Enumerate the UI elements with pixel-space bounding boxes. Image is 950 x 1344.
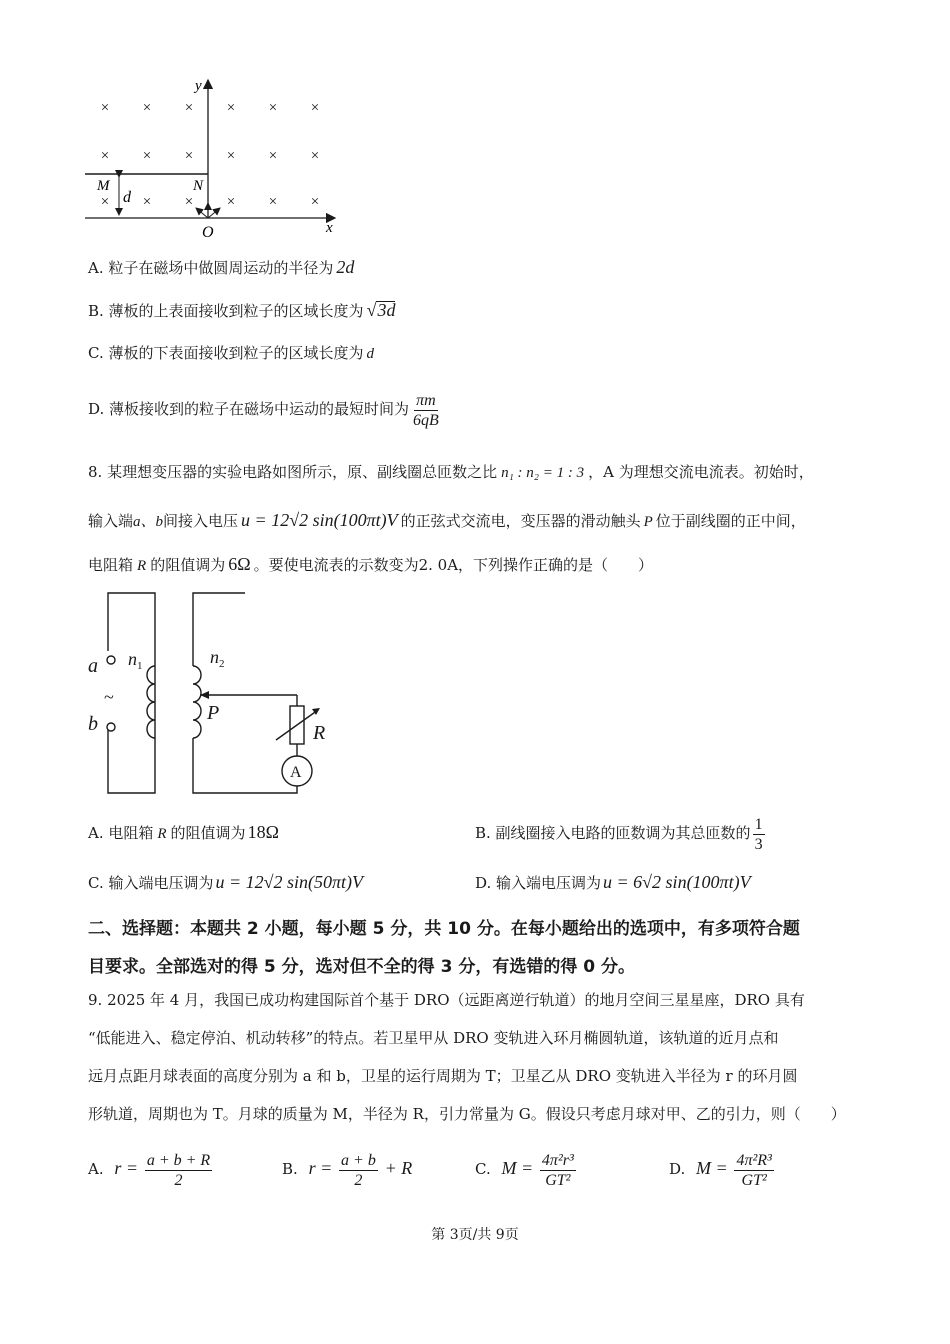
y-axis-label: y <box>195 78 202 94</box>
q8-option-c[interactable] <box>88 872 363 893</box>
q8-option-d-text: D. 输入端电压调为 <box>475 874 602 892</box>
q7-option-c[interactable] <box>88 343 374 364</box>
q7-option-d-numerator: πm <box>416 391 436 409</box>
q9-option-a-numerator: a + b + R <box>146 1151 211 1169</box>
magnetic-field-figure <box>80 70 360 245</box>
q8-option-b-text: B. 副线圈接入电路的匝数调为其总匝数的 <box>475 824 751 842</box>
q9-option-d[interactable] <box>669 1146 776 1191</box>
q7-option-a-text: A. 粒子在磁场中做圆周运动的半径为 <box>88 259 334 277</box>
field-cross: × <box>226 194 236 210</box>
q7-option-b-text: B. 薄板的上表面接收到粒子的区域长度为 <box>88 302 364 320</box>
q8-stem-text: 的正弦式交流电，变压器的滑动触头 <box>400 512 641 530</box>
resistor-r-label: R <box>313 722 326 744</box>
q9-option-c-lhs: M = <box>501 1158 534 1178</box>
q9-option-b-denominator: 2 <box>354 1171 363 1189</box>
q8-slider-p: P <box>643 514 653 530</box>
q9-option-c-numerator: 4π²r³ <box>541 1151 574 1169</box>
q8-option-c-formula: u = 12√2 sin(50πt)V <box>215 872 364 892</box>
terminal-a-label: a <box>88 655 98 677</box>
q7-option-c-text: C. 薄板的下表面接收到粒子的区域长度为 <box>88 344 364 362</box>
q9-option-b-lhs: r = <box>308 1158 333 1178</box>
q8-option-a-text2: 的阻值调为 <box>170 824 246 842</box>
q8-stem-text: 8. 某理想变压器的实验电路如图所示，原、副线圈总匝数之比 <box>88 463 498 481</box>
q8-stem-text: 电阻箱 <box>88 556 134 574</box>
q9-option-b-label: B. <box>282 1160 298 1178</box>
section-2-heading-line-2: 目要求。全部选对的得 5 分，选对但不全的得 3 分，有选错的得 0 分。 <box>88 957 635 977</box>
ac-source-symbol: ~ <box>104 687 114 707</box>
q9-option-c-denominator: GT² <box>545 1171 571 1189</box>
q8-stem-line-2 <box>88 510 806 532</box>
field-cross: × <box>184 148 194 164</box>
field-cross: × <box>268 100 278 116</box>
field-cross: × <box>310 194 320 210</box>
transformer-circuit-figure <box>80 588 350 808</box>
q9-option-c-label: C. <box>475 1160 491 1178</box>
field-cross: × <box>100 194 110 210</box>
n2-label: $n_2$ <box>210 647 225 670</box>
q7-option-d[interactable] <box>88 388 443 430</box>
q9-stem-line-3: 远月点距月球表面的高度分别为 a 和 b，卫星的运行周期为 T；卫星乙从 DRO 变轨进入半径为 r 的环月圆 <box>88 1067 798 1085</box>
q9-stem-line-1: 9. 2025 年 4 月，我国已成功构建国际首个基于 DRO（远距离逆行轨道）的地月空间三星星座，DRO 具有 <box>88 991 805 1009</box>
q8-turns-ratio: n₁ : n₂ = 1 : 3 <box>501 465 585 481</box>
field-cross: × <box>226 148 236 164</box>
slider-p-label: P <box>207 702 220 724</box>
q8-option-a-value: 18Ω <box>247 822 279 842</box>
field-cross: × <box>226 100 236 116</box>
q8-stem-text: ，A 为理想交流电流表。初始时， <box>588 463 814 481</box>
q8-option-a-text: A. 电阻箱 <box>88 824 154 842</box>
q8-stem-line-3 <box>88 554 653 576</box>
q9-option-a-label: A. <box>88 1160 104 1178</box>
q9-option-b-numerator: a + b <box>341 1151 376 1169</box>
q7-option-b[interactable]: B. 薄板的上表面接收到粒子的区域长度为 √3d <box>88 300 396 320</box>
q9-option-b-tail: + R <box>384 1158 413 1178</box>
q8-stem-text: 输入端 <box>88 512 134 530</box>
field-cross: × <box>310 100 320 116</box>
q8-stem-text: 间接入电压 <box>163 512 239 530</box>
q7-option-c-var: d <box>366 346 374 362</box>
q7-option-d-denominator: 6qB <box>413 411 439 429</box>
q9-option-c[interactable] <box>475 1146 578 1191</box>
field-cross: × <box>100 148 110 164</box>
q9-option-d-denominator: GT² <box>741 1171 767 1189</box>
field-cross: × <box>268 148 278 164</box>
q9-option-a-lhs: r = <box>114 1158 139 1178</box>
q8-option-b[interactable] <box>475 812 767 854</box>
q9-option-d-numerator: 4π²R³ <box>736 1151 772 1169</box>
x-axis-label: x <box>326 220 333 236</box>
q7-option-a-math: 2d <box>336 257 355 277</box>
distance-d-label: d <box>123 189 131 206</box>
section-2-heading-line-1: 二、选择题：本题共 2 小题，每小题 5 分，共 10 分。在每小题给出的选项中，有多项符合题 <box>88 919 800 939</box>
n1-label: $n_1$ <box>128 649 143 672</box>
q9-option-d-label: D. <box>669 1160 686 1178</box>
emission-arrow <box>208 208 220 218</box>
q8-option-a[interactable] <box>88 822 279 844</box>
ammeter-label: A <box>290 764 302 781</box>
terminal-b-label: b <box>88 713 98 735</box>
q8-option-a-var: R <box>157 826 167 842</box>
q8-option-c-text: C. 输入端电压调为 <box>88 874 214 892</box>
field-cross: × <box>100 100 110 116</box>
field-cross: × <box>142 100 152 116</box>
q8-option-d-formula: u = 6√2 sin(100πt)V <box>603 872 751 892</box>
q7-option-a[interactable] <box>88 257 354 278</box>
q9-option-a[interactable] <box>88 1146 214 1191</box>
q9-stem-line-4: 形轨道，周期也为 T。月球的质量为 M，半径为 R，引力常量为 G。假设只考虑月球对甲、乙的引力，则（ ） <box>88 1105 846 1123</box>
q7-option-d-text: D. 薄板接收到的粒子在磁场中运动的最短时间为 <box>88 400 410 418</box>
q8-terminals: a、b <box>133 514 164 530</box>
q9-option-a-denominator: 2 <box>174 1171 183 1189</box>
q8-resistor-r: R <box>137 558 147 574</box>
q8-initial-resistance: 6Ω <box>228 554 251 574</box>
q8-stem-text: 位于副线圈的正中间， <box>655 512 806 530</box>
origin-label: O <box>202 224 214 241</box>
q8-option-b-numerator: 1 <box>754 815 763 833</box>
field-cross: × <box>184 100 194 116</box>
q8-stem-text: 的阻值调为 <box>150 556 226 574</box>
field-cross: × <box>142 194 152 210</box>
emission-arrow <box>196 208 208 218</box>
field-cross: × <box>268 194 278 210</box>
q8-stem-text: 。要使电流表的示数变为2. 0A，下列操作正确的是（ ） <box>253 556 654 574</box>
field-cross: × <box>310 148 320 164</box>
q8-stem-line-1 <box>88 462 814 483</box>
q8-input-voltage-formula: u = 12√2 sin(100πt)V <box>241 510 398 530</box>
q9-stem-line-2: “低能进入、稳定停泊、机动转移”的特点。若卫星甲从 DRO 变轨进入环月椭圆轨道，该轨道的近月点和 <box>88 1029 779 1047</box>
point-n-label: N <box>193 178 204 194</box>
q8-option-b-denominator: 3 <box>754 835 763 853</box>
field-cross: × <box>142 148 152 164</box>
q9-option-b[interactable] <box>282 1146 412 1191</box>
field-cross: × <box>184 194 194 210</box>
point-m-label: M <box>97 178 110 194</box>
q8-option-d[interactable] <box>475 872 751 893</box>
q7-option-b-math: 3d <box>377 300 396 320</box>
q9-option-d-lhs: M = <box>696 1158 728 1178</box>
page-number-footer: 第 3页/共 9页 <box>431 1227 519 1243</box>
